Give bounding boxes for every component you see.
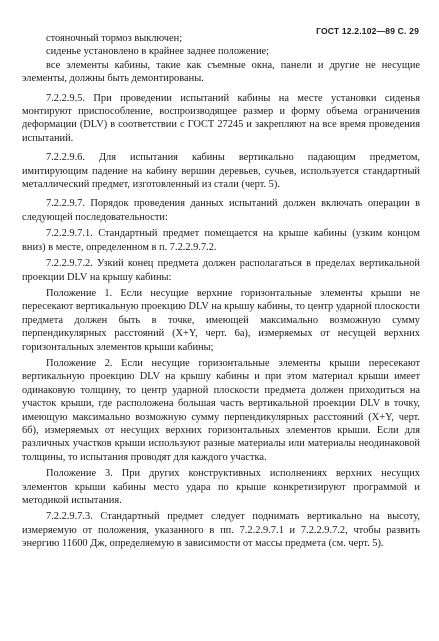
clause-7-2-2-9-7: 7.2.2.9.7. Порядок проведения данных испытаний должен включать операции в следующей последовательности: — [22, 198, 420, 223]
clause-7-2-2-9-7-2: 7.2.2.9.7.2. Узкий конец предмета должен располагаться в пределах вертикальной проекции DLV на крышу кабины: — [22, 258, 420, 283]
bullet-elements: все элементы кабины, такие как съемные окна, панели и другие не несущие элементы, должны быть демонтированы. — [22, 59, 420, 85]
position-3: Положение 3. При других конструктивных исполнениях верхних несущих элементов крыши кабины место удара по крыше конкретизируют программой и методикой испытания. — [22, 468, 420, 506]
document-body — [22, 22, 420, 551]
clause-7-2-2-9-5: 7.2.2.9.5. При проведении испытаний кабины на месте установки сиденья монтируют приспособление, воспроизводящее размер и форму объема ограничения деформации (DLV) в соответствии с ГОСТ 27245 и закрепляют на все время проведения испытаний. — [22, 92, 420, 144]
position-2: Положение 2. Если несущие горизонтальные элементы крыши пересекают вертикальную проекцию DLV на крышу кабины и при этом материал крыши имеет одинаковую толщину, то центр ударной плоскости предмета должен приходиться на участок крыши, где расположена большая часть вертикальной проекции DLV в точку, имеющую максимально возможную сумму перпендикулярных расстояний (X+Y, черт. 6б), измеряемых от несущих верхних горизонтальных элементов крыши. Если для различных участков крыши используют разные материалы или материалы неодинаковой толщины, то испытания проводят для каждого участка. — [22, 357, 420, 463]
document-header: ГОСТ 12.2.102—89 С. 29 — [316, 26, 419, 36]
clause-7-2-2-9-7-1: 7.2.2.9.7.1. Стандартный предмет помещается на крыше кабины (узким концом вниз) в месте, определенном в п. 7.2.2.9.7.2. — [22, 228, 420, 253]
bullet-seat: сиденье установлено в крайнее заднее положение; — [46, 46, 270, 58]
clause-7-2-2-9-6: 7.2.2.9.6. Для испытания кабины вертикально падающим предметом, имитирующим падение на кабину вершин деревьев, сучьев, используется стандартный металлический предмет, изготовленный из стали (черт. 5). — [22, 152, 420, 191]
clause-7-2-2-9-7-3: 7.2.2.9.7.3. Стандартный предмет следует поднимать вертикально на высоту, измеряемую от положения, указанного в пп. 7.2.2.9.7.1 и 7.2.2.9.7.2, чтобы развить энергию 11600 Дж, определяемую в зависимости от массы предмета (см. черт. 5). — [22, 511, 420, 550]
bullet-brake: стояночный тормоз выключен; — [46, 33, 183, 44]
position-1: Положение 1. Если несущие верхние горизонтальные элементы крыши не пересекают вертикальную проекцию DLV на крышу кабины, то центр ударной плоскости предмета должен быть в точке, имеющей максимально возможную сумму перпендикулярных расстояний (X+Y, черт. 6а), измеряемых от несущей верхних горизонтальных элементов крыши кабины; — [22, 287, 420, 353]
